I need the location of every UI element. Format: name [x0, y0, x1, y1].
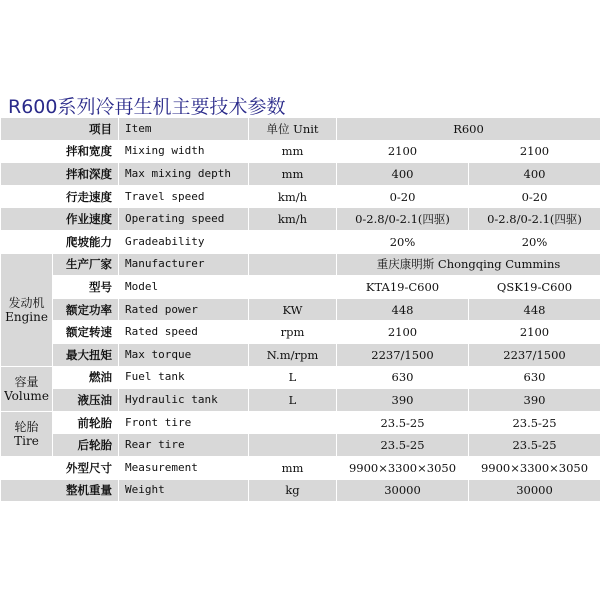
- param-en: Rated speed: [119, 321, 249, 344]
- param-value-1: 0-2.8/0-2.1(四驱): [337, 208, 469, 231]
- param-value-2: 2100: [469, 321, 600, 344]
- param-cn: 生产厂家: [53, 253, 119, 276]
- param-unit: km/h: [249, 185, 337, 208]
- param-value-2: 9900×3300×3050: [469, 456, 600, 479]
- group-label-tire: [1, 411, 53, 456]
- param-cn: 前轮胎: [53, 411, 119, 434]
- param-value-1: 390: [337, 389, 469, 412]
- table-row: [1, 456, 600, 479]
- param-unit: KW: [249, 298, 337, 321]
- group-label-cn: 发动机: [8, 295, 45, 310]
- param-value-1: 630: [337, 366, 469, 389]
- table-row: [1, 163, 600, 186]
- param-value-1: 30000: [337, 479, 469, 502]
- table-row: [1, 321, 600, 344]
- param-value-1: 9900×3300×3050: [337, 456, 469, 479]
- param-en: Mixing width: [119, 140, 249, 163]
- param-unit: rpm: [249, 321, 337, 344]
- table-row: [1, 434, 600, 457]
- param-value-2: 20%: [469, 230, 600, 253]
- param-unit: [249, 434, 337, 457]
- param-unit: km/h: [249, 208, 337, 231]
- param-cn: 作业速度: [1, 208, 119, 231]
- param-cn: 行走速度: [1, 185, 119, 208]
- param-value-2: 2100: [469, 140, 600, 163]
- param-en: Hydraulic tank: [119, 389, 249, 412]
- param-unit: [249, 276, 337, 299]
- param-value-2: 400: [469, 163, 600, 186]
- param-value-1: 0-20: [337, 185, 469, 208]
- param-value-1: 2100: [337, 321, 469, 344]
- param-cn: 额定功率: [53, 298, 119, 321]
- param-unit: mm: [249, 456, 337, 479]
- param-cn: 后轮胎: [53, 434, 119, 457]
- table-row: [1, 366, 600, 389]
- table-row: [1, 230, 600, 253]
- param-cn: 型号: [53, 276, 119, 299]
- param-value-1: 448: [337, 298, 469, 321]
- param-unit: mm: [249, 140, 337, 163]
- param-unit: kg: [249, 479, 337, 502]
- param-en: Manufacturer: [119, 253, 249, 276]
- group-label-en: Volume: [4, 388, 49, 403]
- table-row: [1, 253, 600, 276]
- param-value-1: KTA19-C600: [337, 276, 469, 299]
- table-title: R600系列冷再生机主要技术参数: [8, 96, 286, 118]
- param-en: Operating speed: [119, 208, 249, 231]
- param-unit: mm: [249, 163, 337, 186]
- param-value-2: 0-20: [469, 185, 600, 208]
- param-value-1: 2237/1500: [337, 343, 469, 366]
- param-value-2: 630: [469, 366, 600, 389]
- param-cn: 整机重量: [1, 479, 119, 502]
- param-value-1: 23.5-25: [337, 434, 469, 457]
- param-unit: [249, 253, 337, 276]
- param-cn: 最大扭矩: [53, 343, 119, 366]
- param-en: Rated power: [119, 298, 249, 321]
- param-en: Gradeability: [119, 230, 249, 253]
- param-value-merged: 重庆康明斯 Chongqing Cummins: [337, 253, 600, 276]
- param-value-1: 2100: [337, 140, 469, 163]
- param-value-1: 20%: [337, 230, 469, 253]
- param-en: Max torque: [119, 343, 249, 366]
- table-row: [1, 185, 600, 208]
- param-value-2: 390: [469, 389, 600, 412]
- table-row: [1, 140, 600, 163]
- group-label-engine: [1, 253, 53, 366]
- header-model: R600: [337, 118, 600, 141]
- param-unit: L: [249, 366, 337, 389]
- group-label-en: Engine: [5, 309, 48, 324]
- group-label-cn: 轮胎: [14, 419, 39, 434]
- param-unit: [249, 411, 337, 434]
- param-value-2: 0-2.8/0-2.1(四驱): [469, 208, 600, 231]
- table-row: [1, 276, 600, 299]
- table-row: [1, 389, 600, 412]
- param-value-2: 23.5-25: [469, 434, 600, 457]
- param-unit: N.m/rpm: [249, 343, 337, 366]
- param-unit: L: [249, 389, 337, 412]
- param-en: Model: [119, 276, 249, 299]
- header-unit: 单位 Unit: [249, 118, 337, 141]
- param-en: Weight: [119, 479, 249, 502]
- group-label-en: Tire: [14, 433, 39, 448]
- param-en: Rear tire: [119, 434, 249, 457]
- param-value-1: 400: [337, 163, 469, 186]
- param-en: Measurement: [119, 456, 249, 479]
- param-en: Front tire: [119, 411, 249, 434]
- param-value-2: 448: [469, 298, 600, 321]
- param-en: Fuel tank: [119, 366, 249, 389]
- param-value-1: 23.5-25: [337, 411, 469, 434]
- param-cn: 爬坡能力: [1, 230, 119, 253]
- param-en: Travel speed: [119, 185, 249, 208]
- param-cn: 拌和宽度: [1, 140, 119, 163]
- table-header-row: [1, 118, 600, 141]
- group-label-volume: [1, 366, 53, 411]
- table-row: [1, 298, 600, 321]
- table-row: [1, 343, 600, 366]
- param-cn: 额定转速: [53, 321, 119, 344]
- spec-table: [0, 117, 600, 502]
- param-cn: 外型尺寸: [1, 456, 119, 479]
- param-cn: 燃油: [53, 366, 119, 389]
- header-item-cn: 项目: [1, 118, 119, 141]
- param-cn: 拌和深度: [1, 163, 119, 186]
- param-value-2: QSK19-C600: [469, 276, 600, 299]
- table-row: [1, 208, 600, 231]
- param-value-2: 23.5-25: [469, 411, 600, 434]
- header-item-en: Item: [119, 118, 249, 141]
- table-row: [1, 411, 600, 434]
- param-unit: [249, 230, 337, 253]
- param-cn: 液压油: [53, 389, 119, 412]
- param-value-2: 30000: [469, 479, 600, 502]
- group-label-cn: 容量: [14, 374, 39, 389]
- table-row: [1, 479, 600, 502]
- param-en: Max mixing depth: [119, 163, 249, 186]
- param-value-2: 2237/1500: [469, 343, 600, 366]
